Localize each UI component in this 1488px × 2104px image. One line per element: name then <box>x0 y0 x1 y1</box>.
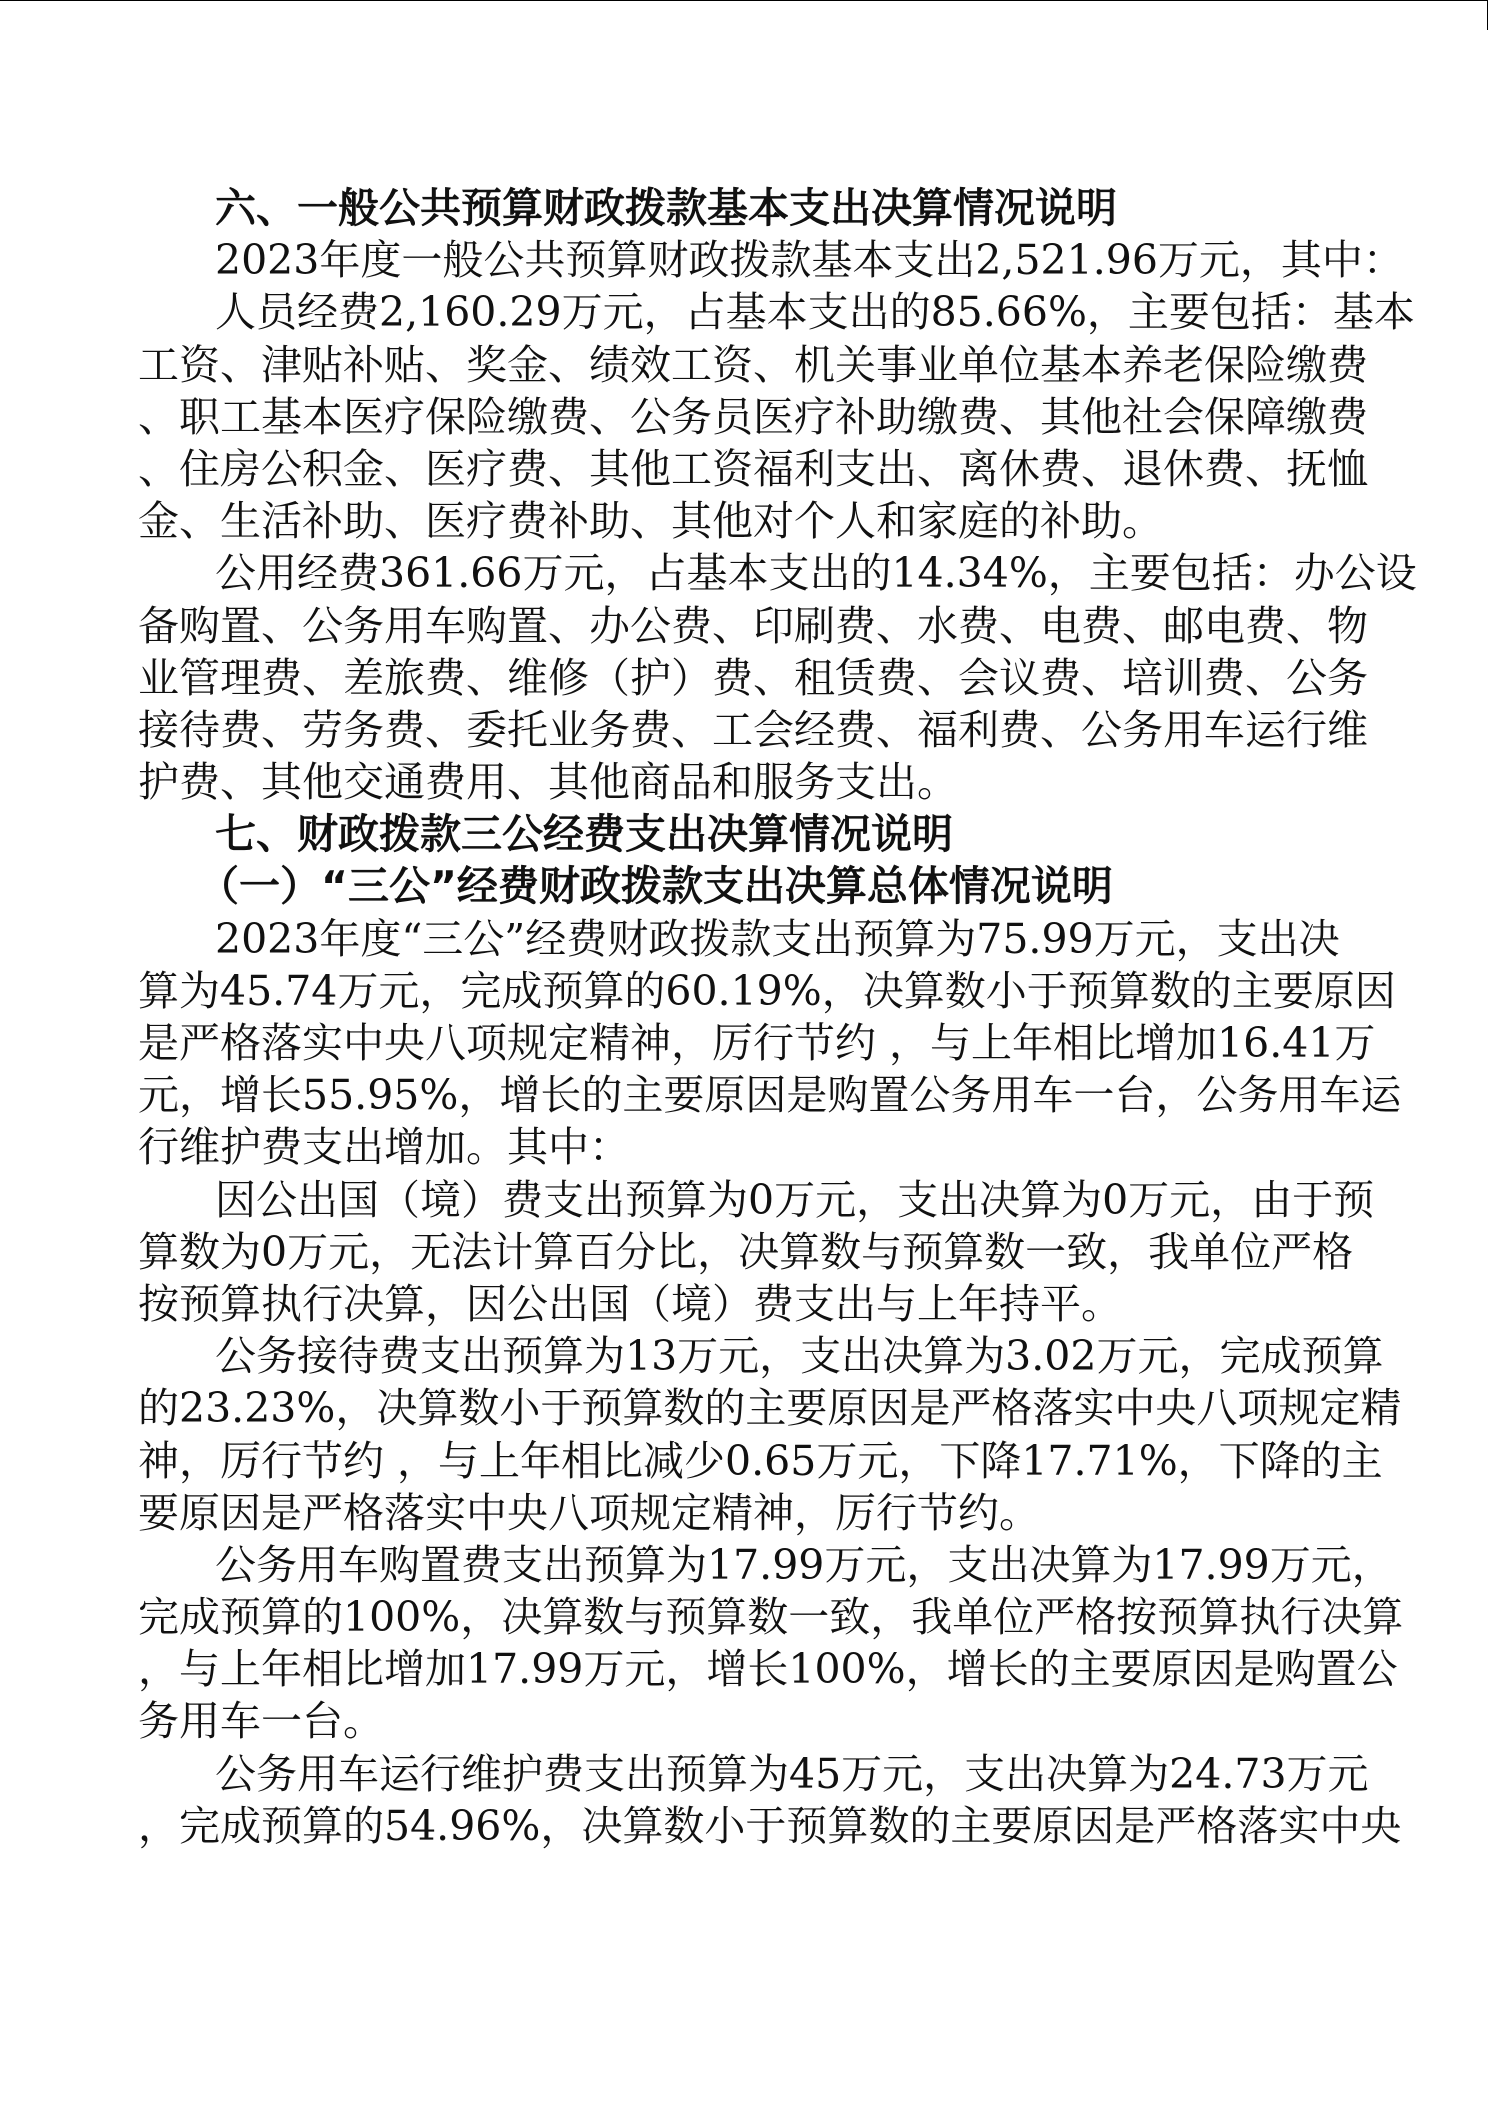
paragraph-line: 、职工基本医疗保险缴费、公务员医疗补助缴费、其他社会保障缴费 <box>138 392 1368 441</box>
paragraph-line: 完成预算的100%，决算数与预算数一致，我单位严格按预算执行决算 <box>138 1593 1404 1642</box>
paragraph-line: 算数为0万元，无法计算百分比，决算数与预算数一致，我单位严格 <box>138 1227 1354 1276</box>
paragraph-line: ，与上年相比增加17.99万元，增长100%，增长的主要原因是购置公 <box>138 1645 1398 1694</box>
paragraph-line: 备购置、公务用车购置、办公费、印刷费、水费、电费、邮电费、物 <box>138 601 1368 650</box>
paragraph-line: 神，厉行节约 ，与上年相比减少0.65万元，下降17.71%，下降的主 <box>138 1436 1383 1485</box>
paragraph-line: 按预算执行决算，因公出国（境）费支出与上年持平。 <box>138 1279 1122 1328</box>
paragraph-line: ，完成预算的54.96%，决算数小于预算数的主要原因是严格落实中央 <box>138 1801 1402 1850</box>
paragraph-line: 务用车一台。 <box>138 1697 384 1746</box>
paragraph-line: 人员经费2,160.29万元，占基本支出的85.66%，主要包括：基本 <box>215 288 1415 337</box>
paragraph-line: 因公出国（境）费支出预算为0万元，支出决算为0万元，由于预 <box>215 1175 1375 1224</box>
page-top-border <box>0 0 1488 1</box>
paragraph-line: 接待费、劳务费、委托业务费、工会经费、福利费、公务用车运行维 <box>138 705 1368 754</box>
document-body <box>138 182 1417 1852</box>
section-heading: 七、财政拨款三公经费支出决算情况说明 <box>215 810 953 859</box>
paragraph-line: 是严格落实中央八项规定精神，厉行节约 ，与上年相比增加16.41万 <box>138 1019 1376 1067</box>
section-heading: 六、一般公共预算财政拨款基本支出决算情况说明 <box>215 184 1117 232</box>
paragraph-line: 、住房公积金、医疗费、其他工资福利支出、离休费、退休费、抚恤 <box>138 444 1368 493</box>
paragraph-line: 算为45.74万元，完成预算的60.19%，决算数小于预算数的主要原因 <box>138 966 1396 1015</box>
paragraph-line: 业管理费、差旅费、维修（护）费、租赁费、会议费、培训费、公务 <box>138 653 1368 702</box>
paragraph-line: 的23.23%，决算数小于预算数的主要原因是严格落实中央八项规定精 <box>138 1384 1402 1433</box>
paragraph-line: 公务用车运行维护费支出预算为45万元，支出决算为24.73万元 <box>215 1749 1369 1798</box>
paragraph-line: 公务接待费支出预算为13万元，支出决算为3.02万元，完成预算 <box>215 1332 1384 1381</box>
subsection-heading: （一）“三公”经费财政拨款支出决算总体情况说明 <box>198 862 1113 911</box>
paragraph-line: 工资、津贴补贴、奖金、绩效工资、机关事业单位基本养老保险缴费 <box>138 340 1368 389</box>
paragraph-line: 2023年度“三公”经费财政拨款支出预算为75.99万元，支出决 <box>215 914 1340 963</box>
paragraph-line: 金、生活补助、医疗费补助、其他对个人和家庭的补助。 <box>138 497 1163 546</box>
paragraph-line: 公用经费361.66万元，占基本支出的14.34%，主要包括：办公设 <box>215 549 1417 598</box>
paragraph-line: 要原因是严格落实中央八项规定精神，厉行节约。 <box>138 1488 1040 1537</box>
paragraph-line: 公务用车购置费支出预算为17.99万元，支出决算为17.99万元， <box>215 1540 1393 1589</box>
paragraph-line: 护费、其他交通费用、其他商品和服务支出。 <box>138 758 958 807</box>
paragraph-line: 行维护费支出增加。其中： <box>138 1123 630 1172</box>
paragraph-line: 2023年度一般公共预算财政拨款基本支出2,521.96万元，其中： <box>215 236 1404 285</box>
paragraph-line: 元，增长55.95%，增长的主要原因是购置公务用车一台，公务用车运 <box>138 1071 1402 1120</box>
